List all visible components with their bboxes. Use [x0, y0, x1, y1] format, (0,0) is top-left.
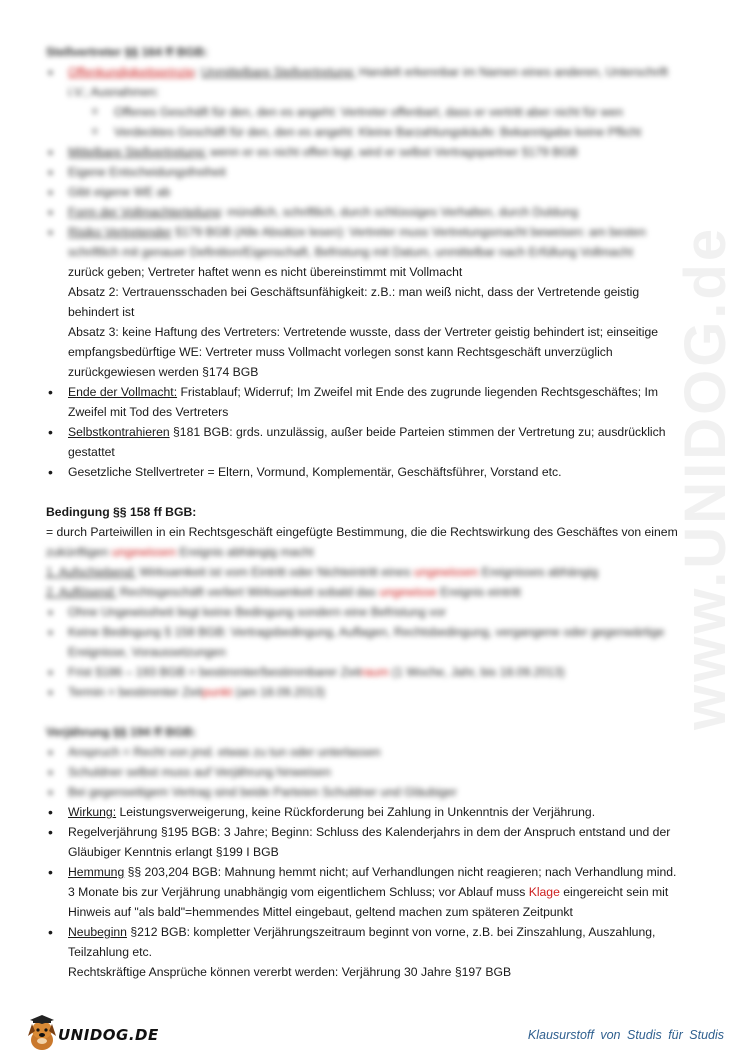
logo-text: UNIDOG.DE — [58, 1026, 159, 1044]
underlined-term: Neubeginn — [68, 925, 127, 939]
list-item — [46, 802, 686, 822]
list-item — [46, 142, 686, 162]
list-item: • Schuldner selbst muss auf Verjährung hinweisen — [46, 762, 686, 782]
item-text: wenn er es nicht offen legt, wird er selbst Vertragspartner §179 BGB — [210, 145, 578, 159]
item-text: : mündlich, schriftlich, durch schlüssiges Verhalten, durch Duldung — [220, 205, 579, 219]
text-part: Frist §186 – 193 BGB = bestimmter/bestimmbarer Zeit — [68, 665, 361, 679]
item-text: §179 BGB (Alle Absätze lesen): Vertreter muss Vertretungsmacht beweisen: am besten schriftlich mit genauer Definition/Eigenschaft, Befristung mit Datum, unmittelbar nach Erfüllung Vollmacht — [68, 225, 646, 259]
list-item: • Eigene Entscheidungsfreiheit — [46, 162, 686, 182]
underlined-term: Wirkung: — [68, 805, 117, 819]
item-text: Handelt erkennbar im Namen eines anderen, Unterschrift i.V.; Ausnahmen: — [68, 65, 669, 99]
list-item: • Bei gegenseitigem Vertrag sind beide Parteien Schuldner und Gläubiger — [46, 782, 686, 802]
list-item — [46, 922, 686, 962]
list-item — [46, 202, 686, 222]
continuation-text: zurück geben; Vertreter haftet wenn es nicht übereinstimmt mit Vollmacht — [68, 265, 463, 279]
definition-text-continued — [46, 542, 686, 562]
spacer — [46, 702, 686, 722]
list-item — [46, 382, 686, 422]
red-term: ungewissen — [413, 565, 479, 579]
text-part: Ereignisses abhängig — [481, 565, 599, 579]
list-item — [46, 682, 686, 702]
unidog-logo[interactable] — [22, 1014, 162, 1054]
watermark: www.UNIDOG.de — [673, 225, 738, 730]
underlined-term: 1. Aufschiebend: — [46, 565, 137, 579]
item-text: §181 BGB: grds. unzulässig, außer beide Parteien stimmen der Vertretung zu; ausdrücklich gestattet — [68, 425, 666, 459]
item-text: Leistungsverweigerung, keine Rückforderung bei Zahlung in Unkenntnis der Verjährung. — [119, 805, 596, 819]
list-item: • Gesetzliche Stellvertreter = Eltern, Vormund, Komplementär, Geschäftsführer, Vorstand etc. — [46, 462, 686, 482]
text-part: Wirksamkeit ist vom Eintritt oder Nichteintritt eines — [139, 565, 411, 579]
red-term: Offenkundigkeitsprinzip — [68, 65, 195, 79]
document-content — [46, 42, 686, 982]
list-item — [46, 422, 686, 462]
section-heading-bedingung: Bedingung §§ 158 ff BGB: — [46, 505, 197, 519]
text-part: Rechtsgeschäft verliert Wirksamkeit sobald das — [119, 585, 376, 599]
section-heading-verjaehrung: Verjährung §§ 194 ff BGB: — [46, 725, 197, 739]
section-heading-stellvertreter: Stellvertreter §§ 164 ff BGB: — [46, 45, 208, 59]
red-term: ungewisse — [379, 585, 437, 599]
list-item: • Keine Bedingung § 158 BGB: Vertragsbedingung, Auflagen, Rechtsbedingung, vergangene oder gegenwärtige Ereignisse, Voraussetzungen — [46, 622, 686, 662]
underlined-term: Selbstkontrahieren — [68, 425, 170, 439]
red-term: Klage — [528, 885, 560, 899]
list-item — [46, 222, 686, 262]
page-footer — [0, 1008, 750, 1059]
text-part: Ereignis eintritt — [440, 585, 521, 599]
item-text: Fristablauf; Widerruf; Im Zweifel mit Ende des zugrunde liegenden Rechtsgeschäftes; Im Zweifel mit Tod des Vertreters — [68, 385, 659, 419]
underlined-term: 2. Auflösend: — [46, 585, 117, 599]
list-item: • Ohne Ungewissheit liegt keine Bedingung sondern eine Befristung vor — [46, 602, 686, 622]
text-part: zukünftigen — [46, 545, 109, 559]
list-item: • Regelverjährung §195 BGB: 3 Jahre; Beginn: Schluss des Kalenderjahrs in dem der Anspruch entstand und der Gläubiger Kenntnis erlangt §199 I BGB — [46, 822, 686, 862]
definition-text: = durch Parteiwillen in ein Rechtsgeschäft eingefügte Bestimmung, die die Rechtswirkung des Geschäftes von einem — [46, 525, 678, 539]
continuation-text: Rechtskräftige Ansprüche können vererbt werden: Verjährung 30 Jahre §197 BGB — [68, 965, 512, 979]
continuation-text: Absatz 3: keine Haftung des Vertreters: Vertretende wusste, dass der Vertreter geistig behindert ist; einseitige empfangsbedürftige WE: Vertreter muss Vollmacht vorlegen sonst kann Rechtsgeschäft unverzüglich zurückgewiesen werden §174 BGB — [68, 325, 659, 379]
separator-colon: : — [194, 65, 202, 79]
underlined-term: Risiko Vertretender — [68, 225, 172, 239]
list-item — [46, 862, 686, 922]
red-term: punkt — [202, 685, 233, 699]
red-term: ungewissen — [111, 545, 177, 559]
sub-list-item: o Verdecktes Geschäft für den, den es angeht: Kleine Barzahlungskäufe: Bekanntgabe keine Pflicht — [46, 122, 686, 142]
text-part: Ereignis abhängig macht — [179, 545, 314, 559]
underlined-term: Unmittelbare Stellvertretung: — [201, 65, 356, 79]
list-item: • Gibt eigene WE ab — [46, 182, 686, 202]
dog-mascot-icon — [22, 1014, 62, 1054]
red-term: raum — [360, 665, 389, 679]
footer-tagline: Klausurstoff von Studis für Studis — [527, 1028, 724, 1042]
text-part: (1 Woche, Jahr, bis 18.09.2013) — [392, 665, 565, 679]
underlined-term: Form der Vollmachterteilung — [68, 205, 221, 219]
text-part: eingereicht sein mit Hinweis auf "als bald"=hemmendes Mittel eingebaut, geltend machen zum späteren Zeitpunkt — [68, 885, 669, 919]
list-item — [46, 62, 686, 102]
numbered-item — [46, 562, 686, 582]
spacer — [46, 482, 686, 502]
text-part: Termin = bestimmter Zeit — [68, 685, 203, 699]
list-item — [46, 662, 686, 682]
sub-list-item: o Offenes Geschäft für den, den es angeht: Vertreter offenbart, dass er vertritt aber nicht für wen — [46, 102, 686, 122]
underlined-term: Ende der Vollmacht: — [68, 385, 178, 399]
text-part: §§ 203,204 BGB: Mahnung hemmt nicht; auf Verhandlungen nicht reagieren; nach Verhandlung mind. 3 Monate bis zur Verjährung unabhängig vom eigentlichem Schluss; vor Ablauf muss — [68, 865, 677, 899]
list-item: • Anspruch = Recht von jmd. etwas zu tun oder unterlassen — [46, 742, 686, 762]
text-part: (am 18.09.2013) — [235, 685, 326, 699]
underlined-term: Hemmung — [68, 865, 125, 879]
underlined-term: Mittelbare Stellvertretung: — [68, 145, 207, 159]
item-text: §212 BGB: kompletter Verjährungszeitraum beginnt von vorne, z.B. bei Zinszahlung, Auszahlung, Teilzahlung etc. — [68, 925, 656, 959]
continuation-text: Absatz 2: Vertrauensschaden bei Geschäftsunfähigkeit: z.B.: man weiß nicht, dass der Vertretende geistig behindert ist — [68, 285, 640, 319]
numbered-item — [46, 582, 686, 602]
